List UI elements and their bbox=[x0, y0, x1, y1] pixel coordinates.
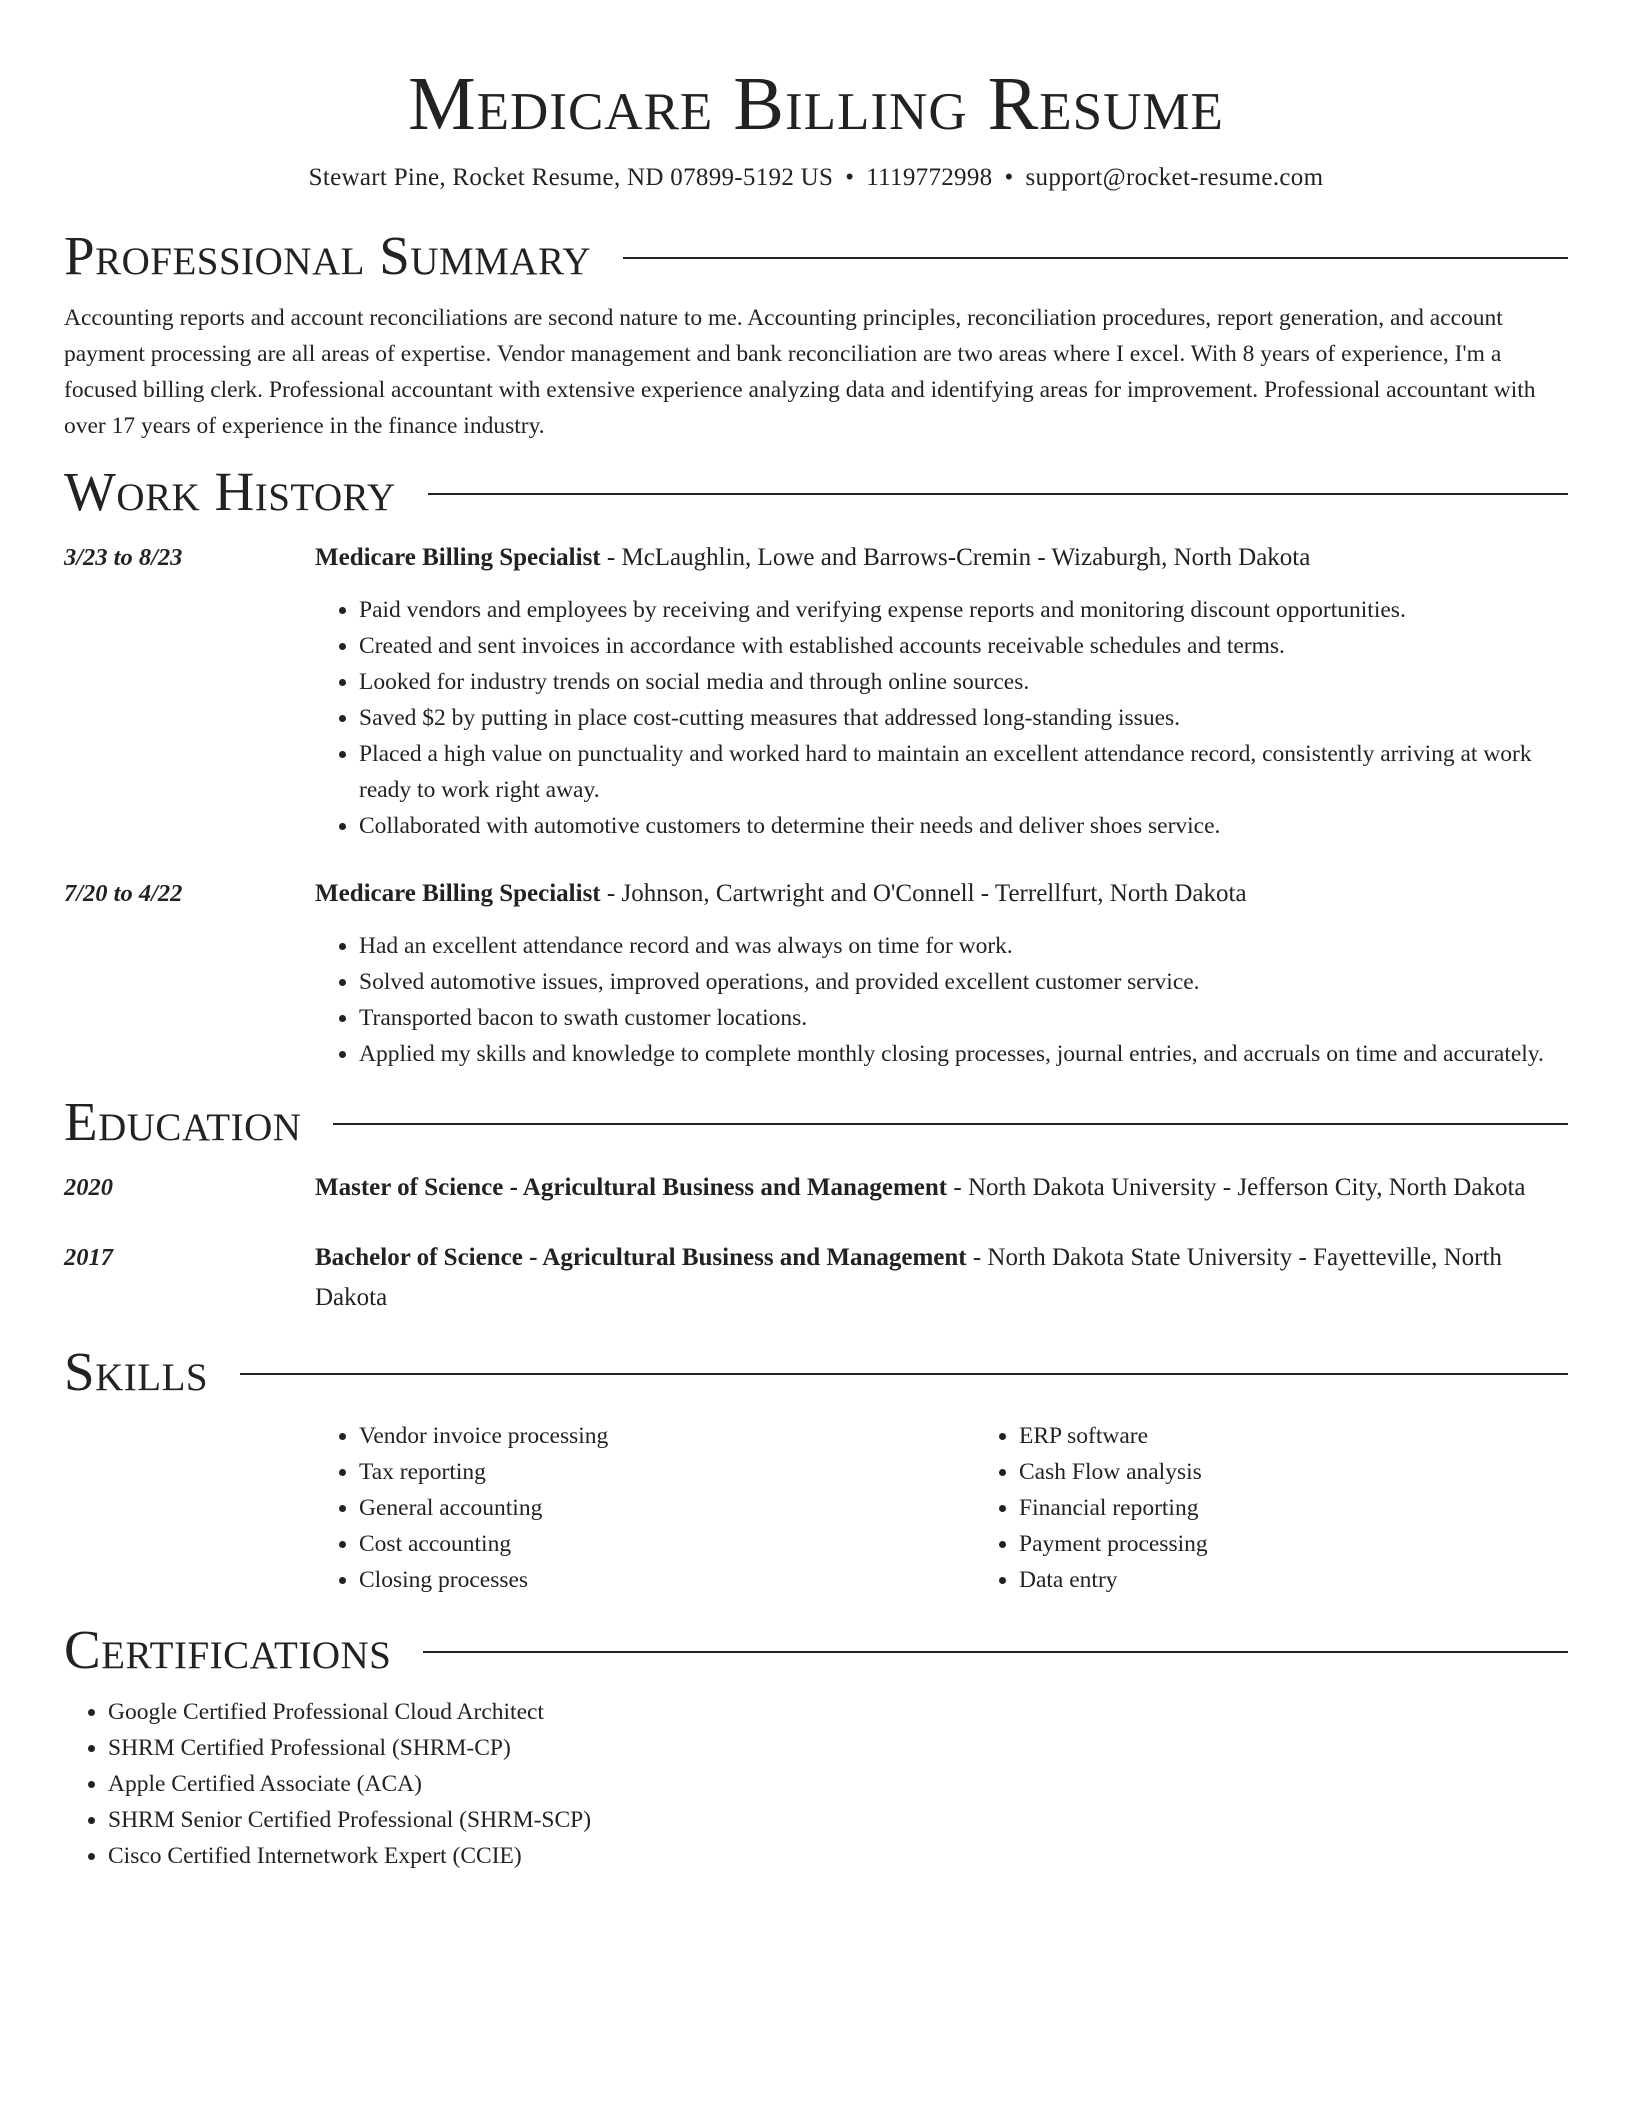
section-header bbox=[64, 1340, 1568, 1404]
education-section bbox=[64, 1090, 1568, 1318]
education-entry bbox=[64, 1168, 1568, 1208]
education-heading: Education bbox=[64, 1091, 302, 1152]
resume-title: Medicare Billing Resume bbox=[408, 62, 1224, 146]
section-divider bbox=[623, 257, 1568, 259]
certification-item: • SHRM Senior Certified Professional (SHRM-SCP) bbox=[108, 1802, 1568, 1838]
certifications-list bbox=[64, 1694, 1568, 1874]
skill-item: • Financial reporting bbox=[1019, 1490, 1632, 1526]
job-heading bbox=[315, 538, 1568, 578]
skills-columns bbox=[315, 1418, 1568, 1598]
skill-item: • Cash Flow analysis bbox=[1019, 1454, 1632, 1490]
skill-item: • Cost accounting bbox=[359, 1526, 975, 1562]
education-year: 2020 bbox=[64, 1174, 113, 1201]
job-bullet: • Saved $2 by putting in place cost-cutting measures that addressed long-standing issues. bbox=[359, 700, 1568, 736]
education-degree: Master of Science - Agricultural Business and Management bbox=[315, 1174, 948, 1201]
job-dates: 3/23 to 8/23 bbox=[64, 544, 183, 571]
job-bullet: • Solved automotive issues, improved operations, and provided excellent customer service. bbox=[359, 964, 1568, 1000]
job-entry bbox=[64, 538, 1568, 844]
job-bullet: • Created and sent invoices in accordance with established accounts receivable schedules and terms. bbox=[359, 628, 1568, 664]
skill-item: • Tax reporting bbox=[359, 1454, 975, 1490]
certification-item: • Cisco Certified Internetwork Expert (CCIE) bbox=[108, 1838, 1568, 1874]
skill-item: • ERP software bbox=[1019, 1418, 1632, 1454]
job-title: Medicare Billing Specialist bbox=[315, 544, 601, 571]
skill-item: • Vendor invoice processing bbox=[359, 1418, 975, 1454]
summary-text: Accounting reports and account reconciliations are second nature to me. Accounting principles, reconciliation procedures, report generation, and account payment processing are all areas of expertise. Vendor management and bank reconciliation are two areas where I excel. With 8 years of experience, I'm a focused billing clerk. Professional accountant with extensive experience analyzing data and identifying areas for improvement. Professional accountant with over 17 years of experience in the finance industry. bbox=[64, 305, 1536, 439]
education-details: - North Dakota University - Jefferson City, North Dakota bbox=[947, 1174, 1526, 1201]
education-details: - North Dakota State University - Fayetteville, North Dakota bbox=[315, 1244, 1502, 1311]
job-details: - McLaughlin, Lowe and Barrows-Cremin - Wizaburgh, North Dakota bbox=[600, 544, 1311, 571]
section-divider bbox=[240, 1373, 1568, 1375]
contact-separator: • bbox=[845, 164, 855, 191]
contact-separator: • bbox=[1004, 164, 1014, 191]
job-dates: 7/20 to 4/22 bbox=[64, 880, 183, 907]
section-header bbox=[64, 1618, 1568, 1682]
job-bullets bbox=[315, 592, 1568, 844]
education-body bbox=[315, 1168, 1568, 1208]
job-bullet: • Placed a high value on punctuality and worked hard to maintain an excellent attendance record, consistently arriving at work ready to work right away. bbox=[359, 736, 1568, 808]
job-body bbox=[315, 874, 1568, 1072]
job-bullet: • Looked for industry trends on social media and through online sources. bbox=[359, 664, 1568, 700]
certification-item: • Apple Certified Associate (ACA) bbox=[108, 1766, 1568, 1802]
job-bullet: • Applied my skills and knowledge to complete monthly closing processes, journal entries, and accruals on time and accurately. bbox=[359, 1036, 1568, 1072]
certification-item: • Google Certified Professional Cloud Architect bbox=[108, 1694, 1568, 1730]
job-entry bbox=[64, 874, 1568, 1072]
education-entry bbox=[64, 1238, 1568, 1318]
section-header bbox=[64, 224, 1568, 288]
skill-item: • General accounting bbox=[359, 1490, 975, 1526]
job-details: - Johnson, Cartwright and O'Connell - Terrellfurt, North Dakota bbox=[600, 880, 1247, 907]
certifications-heading: Certifications bbox=[64, 1619, 392, 1680]
section-header bbox=[64, 460, 1568, 524]
job-bullet: • Transported bacon to swath customer locations. bbox=[359, 1000, 1568, 1036]
education-year: 2017 bbox=[64, 1244, 113, 1271]
education-body bbox=[315, 1238, 1568, 1318]
section-divider bbox=[428, 493, 1568, 495]
summary-section bbox=[64, 224, 1568, 444]
summary-heading: Professional Summary bbox=[64, 225, 592, 286]
education-degree: Bachelor of Science - Agricultural Business and Management bbox=[315, 1244, 967, 1271]
skills-list-right bbox=[975, 1418, 1632, 1598]
skill-item: • Payment processing bbox=[1019, 1526, 1632, 1562]
skill-item: • Data entry bbox=[1019, 1562, 1632, 1598]
contact-phone: 1119772998 bbox=[866, 164, 993, 191]
job-title: Medicare Billing Specialist bbox=[315, 880, 601, 907]
contact-line bbox=[64, 162, 1568, 194]
work-heading: Work History bbox=[64, 461, 396, 522]
certifications-section bbox=[64, 1618, 1568, 1874]
certification-item: • SHRM Certified Professional (SHRM-CP) bbox=[108, 1730, 1568, 1766]
job-body bbox=[315, 538, 1568, 844]
job-bullet: • Had an excellent attendance record and was always on time for work. bbox=[359, 928, 1568, 964]
contact-email: support@rocket-resume.com bbox=[1025, 164, 1324, 191]
job-bullet: • Paid vendors and employees by receiving and verifying expense reports and monitoring discount opportunities. bbox=[359, 592, 1568, 628]
job-bullet: • Collaborated with automotive customers to determine their needs and deliver shoes service. bbox=[359, 808, 1568, 844]
work-section bbox=[64, 460, 1568, 1072]
skills-list-left bbox=[315, 1418, 975, 1598]
contact-address: Stewart Pine, Rocket Resume, ND 07899-5192 US bbox=[308, 164, 834, 191]
skill-item: • Closing processes bbox=[359, 1562, 975, 1598]
skills-section bbox=[64, 1340, 1568, 1598]
section-divider bbox=[333, 1123, 1568, 1125]
skills-heading: Skills bbox=[64, 1341, 209, 1402]
section-header bbox=[64, 1090, 1568, 1154]
job-bullets bbox=[315, 928, 1568, 1072]
job-heading bbox=[315, 874, 1568, 914]
section-divider bbox=[423, 1651, 1568, 1653]
